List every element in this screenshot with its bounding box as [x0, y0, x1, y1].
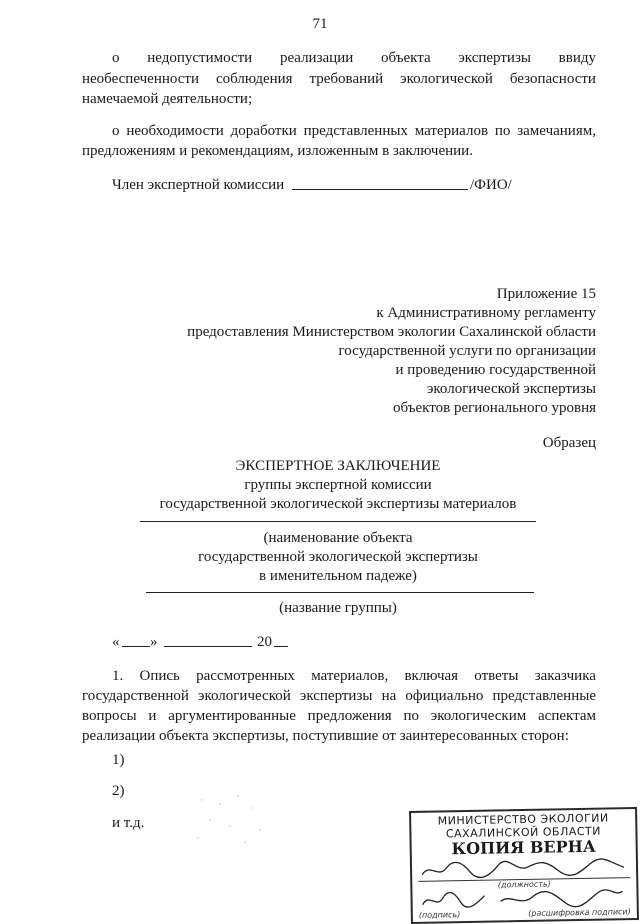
- word: необеспеченности: [82, 71, 199, 87]
- word: представленные: [492, 688, 596, 704]
- object-name-line: [140, 521, 536, 522]
- word: официально: [405, 688, 484, 704]
- object-caption-2: государственной экологической экспертизы: [198, 549, 478, 565]
- word: ввиду: [558, 50, 596, 66]
- para2-line2: предложениям и рекомендациям, изложенным в заключении.: [82, 143, 473, 159]
- date-year-blank: [274, 646, 288, 647]
- para1-line3: намечаемой деятельности;: [82, 91, 253, 107]
- para1-line1: [112, 48, 596, 68]
- stamp-title: КОПИЯ ВЕРНА: [451, 836, 596, 859]
- date-day-blank: [122, 646, 150, 647]
- stamp-ministry: МИНИСТЕРСТВО ЭКОЛОГИИ: [437, 811, 609, 828]
- word: замечаниям,: [517, 123, 596, 139]
- word: аргументированные: [168, 708, 296, 724]
- word: экологической: [198, 688, 291, 704]
- stamp-signature-label: (подпись): [418, 910, 461, 920]
- date-open-quote: «: [112, 634, 120, 650]
- signature-mark: [418, 890, 488, 911]
- word: и: [148, 708, 157, 724]
- member-fio: /ФИО/: [470, 177, 512, 193]
- member-label: Член экспертной комиссии: [112, 177, 285, 193]
- word: доработки: [230, 123, 297, 139]
- word: необходимости: [126, 123, 224, 139]
- item1-line1: [112, 666, 596, 686]
- appendix-line: экологической экспертизы: [426, 381, 596, 397]
- page-number: 71: [312, 16, 328, 32]
- document-subtitle-1: группы экспертной комиссии: [244, 477, 432, 493]
- group-caption: (название группы): [279, 600, 397, 616]
- word: 1.: [112, 668, 124, 684]
- stamp-position-label: (должность): [497, 879, 551, 890]
- word: о: [112, 50, 120, 66]
- word: вопросы: [82, 708, 137, 724]
- certification-stamp: [409, 807, 639, 924]
- item1-line3: [82, 706, 596, 726]
- member-signature-line: [292, 189, 468, 190]
- word: на: [381, 688, 397, 704]
- word: экспертизы: [299, 688, 373, 704]
- stamp-region: САХАЛИНСКОЙ ОБЛАСТИ: [445, 824, 602, 841]
- word: безопасности: [509, 71, 596, 87]
- word: реализации: [279, 50, 354, 66]
- word: экспертизы: [458, 50, 531, 66]
- list-item: 1): [112, 752, 125, 768]
- para1-line2: [82, 69, 596, 89]
- word: экологической: [400, 71, 493, 87]
- date-year: 20: [257, 634, 272, 650]
- word: включая: [404, 668, 459, 684]
- appendix-line: предоставления Министерством экологии Сахалинской области: [187, 324, 596, 340]
- word: рассмотренных: [196, 668, 295, 684]
- appendix-line: государственной услуги по организации: [338, 343, 596, 359]
- word: соблюдения: [215, 71, 293, 87]
- word: Опись: [139, 668, 180, 684]
- appendix-line: объектов регионального уровня: [393, 400, 596, 416]
- item1-line2: [82, 686, 596, 706]
- word: объекта: [380, 50, 431, 66]
- object-caption-1: (наименование объекта: [263, 530, 413, 546]
- signature-decode-handwriting: [496, 887, 626, 909]
- word: экологическим: [430, 708, 527, 724]
- word: заказчика: [534, 668, 596, 684]
- word: по: [494, 123, 511, 139]
- word: о: [112, 123, 120, 139]
- stamp-decode-label: (расшифровка подписи): [528, 907, 631, 918]
- stamp-position-row: [418, 855, 630, 882]
- document-subtitle-2: государственной экологической экспертизы материалов: [159, 496, 517, 512]
- word: ответы: [474, 668, 519, 684]
- word: по: [403, 708, 419, 724]
- word: предложения: [307, 708, 392, 724]
- word: материалов: [414, 123, 489, 139]
- scan-noise: [190, 790, 280, 850]
- handwritten-position: [418, 855, 630, 881]
- appendix-line: и проведению государственной: [395, 362, 596, 378]
- appendix-line: Приложение 15: [496, 286, 596, 302]
- word: представленных: [303, 123, 408, 139]
- word: материалов,: [311, 668, 389, 684]
- object-caption-3: в именительном падеже): [259, 568, 417, 584]
- word: аспектам: [538, 708, 596, 724]
- item1-line4: реализации объекта экспертизы, поступившие от заинтересованных сторон:: [82, 728, 569, 744]
- para2-line1: [112, 121, 596, 141]
- word: недопустимости: [147, 50, 253, 66]
- date-month-blank: [164, 646, 252, 647]
- appendix-line: к Административному регламенту: [376, 305, 596, 321]
- sample-label: Образец: [542, 435, 596, 451]
- word: государственной: [82, 688, 189, 704]
- list-item: 2): [112, 783, 125, 799]
- word: требований: [309, 71, 384, 87]
- document-title: ЭКСПЕРТНОЕ ЗАКЛЮЧЕНИЕ: [235, 458, 441, 474]
- date-close-quote: »: [150, 634, 158, 650]
- list-item: и т.д.: [112, 815, 145, 831]
- group-name-line: [146, 592, 534, 593]
